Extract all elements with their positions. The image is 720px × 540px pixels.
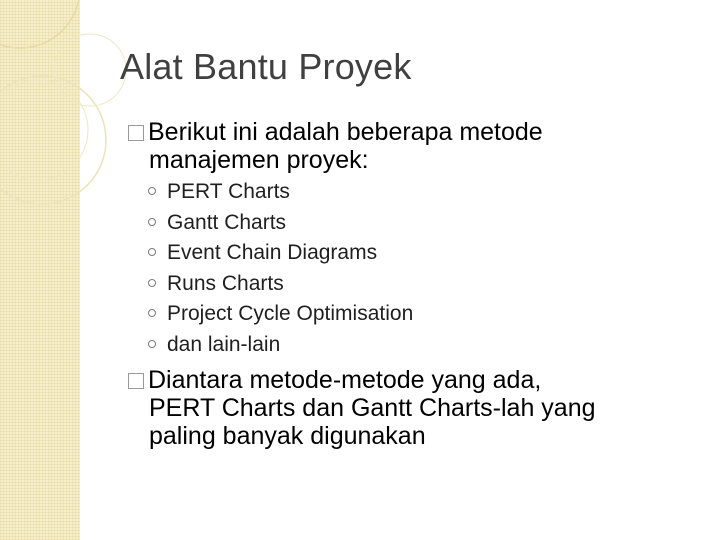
- bullet-box-icon: [128, 125, 144, 141]
- bullet-intro-line1: Berikut ini adalah beberapa metode: [148, 118, 543, 146]
- list-item-text: dan lain-lain: [167, 332, 281, 356]
- list-item: [148, 177, 413, 208]
- list-item-text: Gantt Charts: [167, 210, 287, 234]
- bullet-conclusion-line3: paling banyak digunakan: [149, 422, 426, 450]
- bullet-intro-line2: manajemen proyek:: [149, 146, 369, 174]
- list-item: [148, 330, 413, 361]
- list-item: [148, 299, 413, 330]
- bullet-intro: [128, 118, 543, 174]
- list-item-text: Project Cycle Optimisation: [167, 302, 414, 326]
- list-item-text: PERT Charts: [167, 180, 290, 203]
- circle-bullet-icon: [148, 248, 156, 256]
- list-item: [148, 238, 413, 269]
- decorative-side-strip: [0, 0, 80, 540]
- circle-bullet-icon: [148, 279, 156, 287]
- list-item-text: Event Chain Diagrams: [167, 241, 378, 265]
- list-item: [148, 269, 413, 300]
- method-list: [148, 177, 413, 361]
- bullet-conclusion-line2: PERT Charts dan Gantt Charts-lah yang: [149, 394, 596, 422]
- list-item: [148, 208, 413, 239]
- circle-bullet-icon: [148, 187, 156, 195]
- bullet-conclusion: [128, 366, 596, 450]
- circle-bullet-icon: [148, 218, 156, 226]
- circle-bullet-icon: [148, 309, 156, 317]
- bullet-conclusion-line1: Diantara metode-metode yang ada,: [148, 366, 542, 394]
- bullet-box-icon: [128, 373, 144, 389]
- list-item-text: Runs Charts: [167, 271, 284, 295]
- circle-bullet-icon: [148, 340, 156, 348]
- slide-title: Alat Bantu Proyek: [120, 46, 412, 87]
